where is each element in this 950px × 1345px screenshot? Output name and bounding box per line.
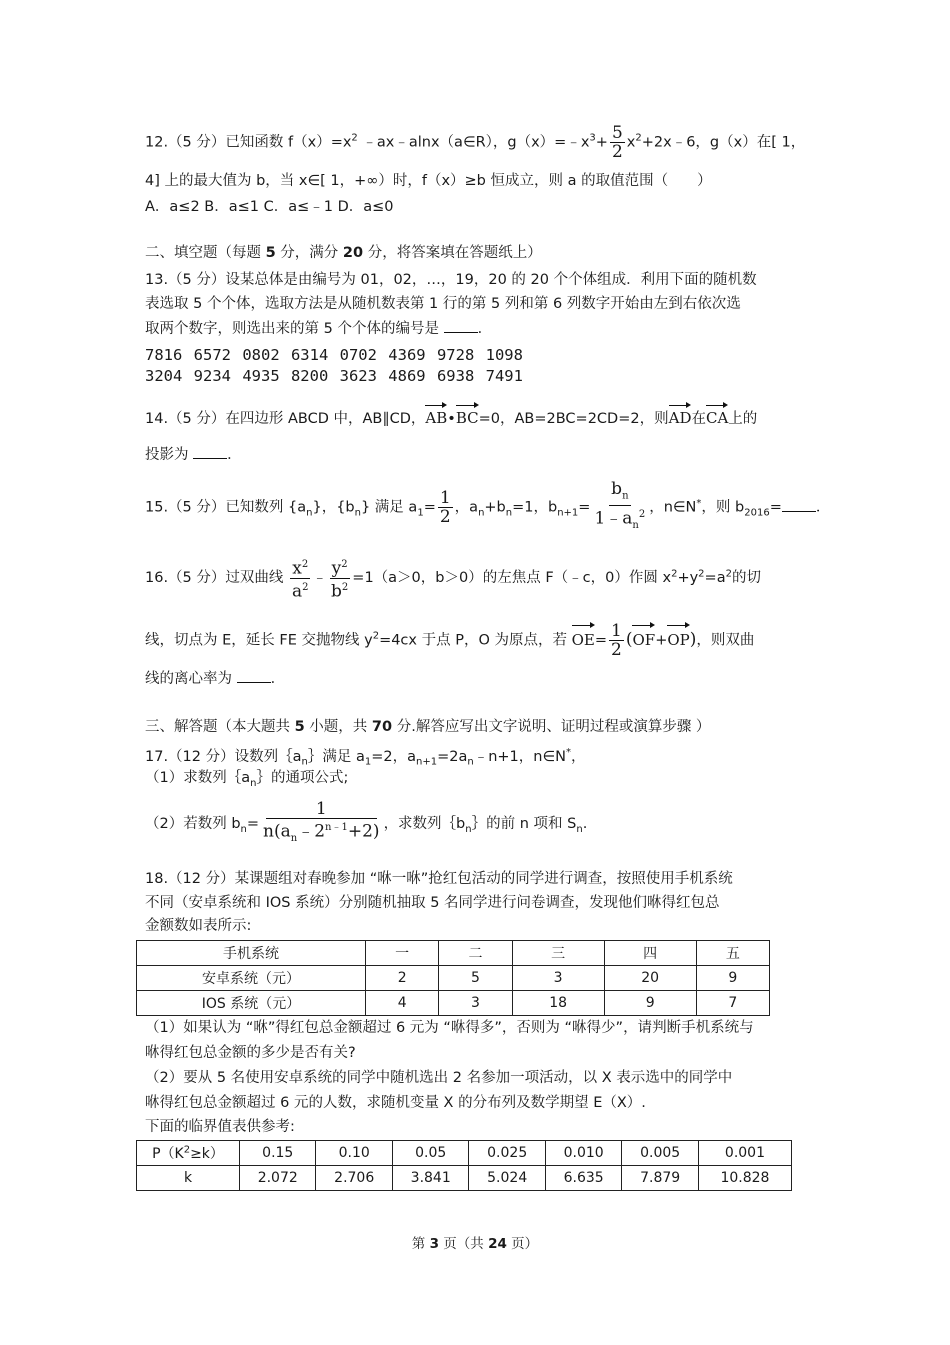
table-cell: 0.005	[622, 1141, 698, 1166]
q13-line2: 表选取 5 个个体，选取方法是从随机数表第 1 行的第 5 列和第 6 列数字开始由左到右依次选	[145, 296, 741, 312]
table-cell: k	[137, 1166, 240, 1191]
q14-line1: 14.（5 分）在四边形 ABCD 中，AB∥CD，AB•BC=0，AB=2BC=2CD=2，则AD在CA上的	[145, 409, 758, 427]
q18-line1: 18.（12 分）某课题组对春晚参加 “咻一咻”抢红包活动的同学进行调查，按照使用手机系统	[145, 871, 733, 887]
q12-options: A．a≤2 B．a≤1 C．a≤﹣1 D．a≤0	[145, 199, 394, 215]
table-cell: 3	[439, 991, 512, 1016]
table-cell: 7.879	[622, 1166, 698, 1191]
table-header-row	[137, 941, 770, 966]
table-cell: 7	[696, 991, 769, 1016]
q12-line2: 4] 上的最大值为 b，当 x∈[ 1，+∞）时，f（x）≥b 恒成立，则 a 的取值范围（ ）	[145, 173, 712, 189]
table-cell: 18	[512, 991, 604, 1016]
table-cell: 0.05	[392, 1141, 468, 1166]
q17-part1: （1）求数列$\{a_n\}$的通项公式;	[145, 770, 349, 789]
answer-blank	[782, 497, 816, 512]
table-row	[137, 1166, 792, 1191]
table-cell: 5	[439, 966, 512, 991]
table-cell: $P(K^2\ge k)$	[137, 1141, 240, 1166]
q16-line2: 线，切点为 E，延长 FE 交抛物线 $y^2=4cx$ 于点 P，O 为原点，若 OE= $\frac{1}{2}$ (OF+OP)，则双曲	[145, 621, 755, 660]
table-cell: 3	[512, 966, 604, 991]
red-packet-table	[136, 940, 770, 1016]
table-row	[137, 1141, 792, 1166]
table-cell: 0.010	[545, 1141, 621, 1166]
q18-part1a: （1）如果认为 “咻”得红包总金额超过 6 元为 “咻得多”，否则为 “咻得少”，请判断手机系统与	[145, 1020, 754, 1036]
table-cell: 10.828	[698, 1166, 791, 1191]
q17-frac: $\frac{1}{n(a_n﹣2^{n﹣1}+2)}$	[263, 799, 380, 845]
q18-part2a: （2）要从 5 名使用安卓系统的同学中随机选出 2 名参加一项活动，以 X 表示选中的同学中	[145, 1070, 733, 1086]
table-header-cell: 一	[366, 941, 439, 966]
q16-frac-y: $\frac{y^2}{b^2}$	[329, 556, 350, 600]
q16-line1: 16.（5 分）过双曲线 $\frac{x^2}{a^2}$ ﹣ $\frac{y^2}{b^2}$ =1（a＞0，b＞0）的左焦点 F（﹣c，0）作圆 $x^2+y^2=a^2$的切	[145, 556, 761, 600]
section2-heading: 二、填空题（每题 5 分，满分 20 分，将答案填在答题纸上）	[145, 245, 542, 261]
q15-frac2: $\frac{b_n}{1﹣a_n^2}$	[594, 479, 646, 532]
q14-line2: 投影为 ．	[145, 444, 242, 465]
page-footer: 第 3 页（共 24 页）	[411, 1236, 539, 1252]
random-table-row1: 7816 6572 0802 6314 0702 4369 9728 1098	[145, 346, 523, 364]
table-header-cell: 五	[696, 941, 769, 966]
q13-line3: 取两个数字，则选出来的第 5 个个体的编号是 ．	[145, 318, 492, 339]
table-header-cell: 三	[512, 941, 604, 966]
q18-line2: 不同（安卓系统和 IOS 系统）分别随机抽取 5 名同学进行问卷调查，发现他们咻得红包总	[145, 895, 720, 911]
q17-line1: 17.（12 分）设数列$\{a_n\}$满足 $a_1=2$，$a_{n+1}=2a_n﹣n+1$，n∈N*，	[145, 747, 586, 768]
q16-half: $\frac{1}{2}$	[611, 621, 622, 660]
table-cell: 0.001	[698, 1141, 791, 1166]
q16-frac-x: $\frac{x^2}{a^2}$	[290, 556, 311, 600]
critical-value-table	[136, 1140, 792, 1191]
table-cell: 2.706	[316, 1166, 392, 1191]
answer-blank	[193, 444, 227, 459]
q16-line3: 线的离心率为 ．	[145, 668, 285, 689]
table-cell: 9	[696, 966, 769, 991]
table-row	[137, 991, 770, 1016]
table-cell: 0.025	[469, 1141, 545, 1166]
q15-frac1: $\frac{1}{2}$	[439, 488, 451, 528]
table-cell: IOS 系统（元）	[137, 991, 366, 1016]
table-header-cell: 四	[604, 941, 696, 966]
table-cell: 4	[366, 991, 439, 1016]
q17-part2: （2）若数列 $b_n=$ $\frac{1}{n(a_n﹣2^{n﹣1}+2)}$ ，求数列$\{b_n\}$的前 n 项和 $S_n$.	[145, 800, 587, 848]
table-cell: 6.635	[545, 1166, 621, 1191]
q15-line: 15.（5 分）已知数列 $\{a_n\}$，$\{b_n\}$ 满足 $a_1=$ $\frac{1}{2}$ ，$a_n+b_n=1$，$b_{n+1}=$ $\frac{b_n}{1﹣a_n^2}$ ，n∈N*，则 $b_{2016}=$ ．	[145, 480, 830, 535]
table-cell: 0.15	[240, 1141, 316, 1166]
table-cell: 安卓系统（元）	[137, 966, 366, 991]
q18-part2b: 咻得红包总金额超过 6 元的人数，求随机变量 X 的分布列及数学期望 E（X）.	[145, 1095, 646, 1111]
q18-line3: 金额数如表所示:	[145, 918, 252, 934]
table-cell: 2	[366, 966, 439, 991]
q18-part1b: 咻得红包总金额的多少是否有关?	[145, 1045, 356, 1061]
q13-line1: 13.（5 分）设某总体是由编号为 01，02，…，19，20 的 20 个个体组成．利用下面的随机数	[145, 272, 757, 288]
table-header-cell: 二	[439, 941, 512, 966]
q18-ref: 下面的临界值表供参考:	[145, 1119, 295, 1135]
answer-blank	[444, 318, 478, 333]
table-cell: 3.841	[392, 1166, 468, 1191]
table-row	[137, 966, 770, 991]
table-cell: 0.10	[316, 1141, 392, 1166]
table-cell: 20	[604, 966, 696, 991]
q12-fraction: $\frac{5}{2}$	[611, 123, 623, 162]
table-cell: 2.072	[240, 1166, 316, 1191]
section3-heading: 三、解答题（本大题共 5 小题，共 70 分.解答应写出文字说明、证明过程或演算步骤 ）	[145, 719, 711, 735]
table-cell: 5.024	[469, 1166, 545, 1191]
table-header-cell: 手机系统	[137, 941, 366, 966]
q12-line1: 12.（5 分）已知函数 $f(x)=x^2$ ﹣ax﹣alnx（a∈R），$g(x)=﹣x^3+$ $\frac{5}{2}$ $x^2+2x﹣6$，g（x）在[ 1，	[145, 123, 806, 162]
table-cell: 9	[604, 991, 696, 1016]
answer-blank	[237, 668, 271, 683]
random-table-row2: 3204 9234 4935 8200 3623 4869 6938 7491	[145, 367, 523, 385]
